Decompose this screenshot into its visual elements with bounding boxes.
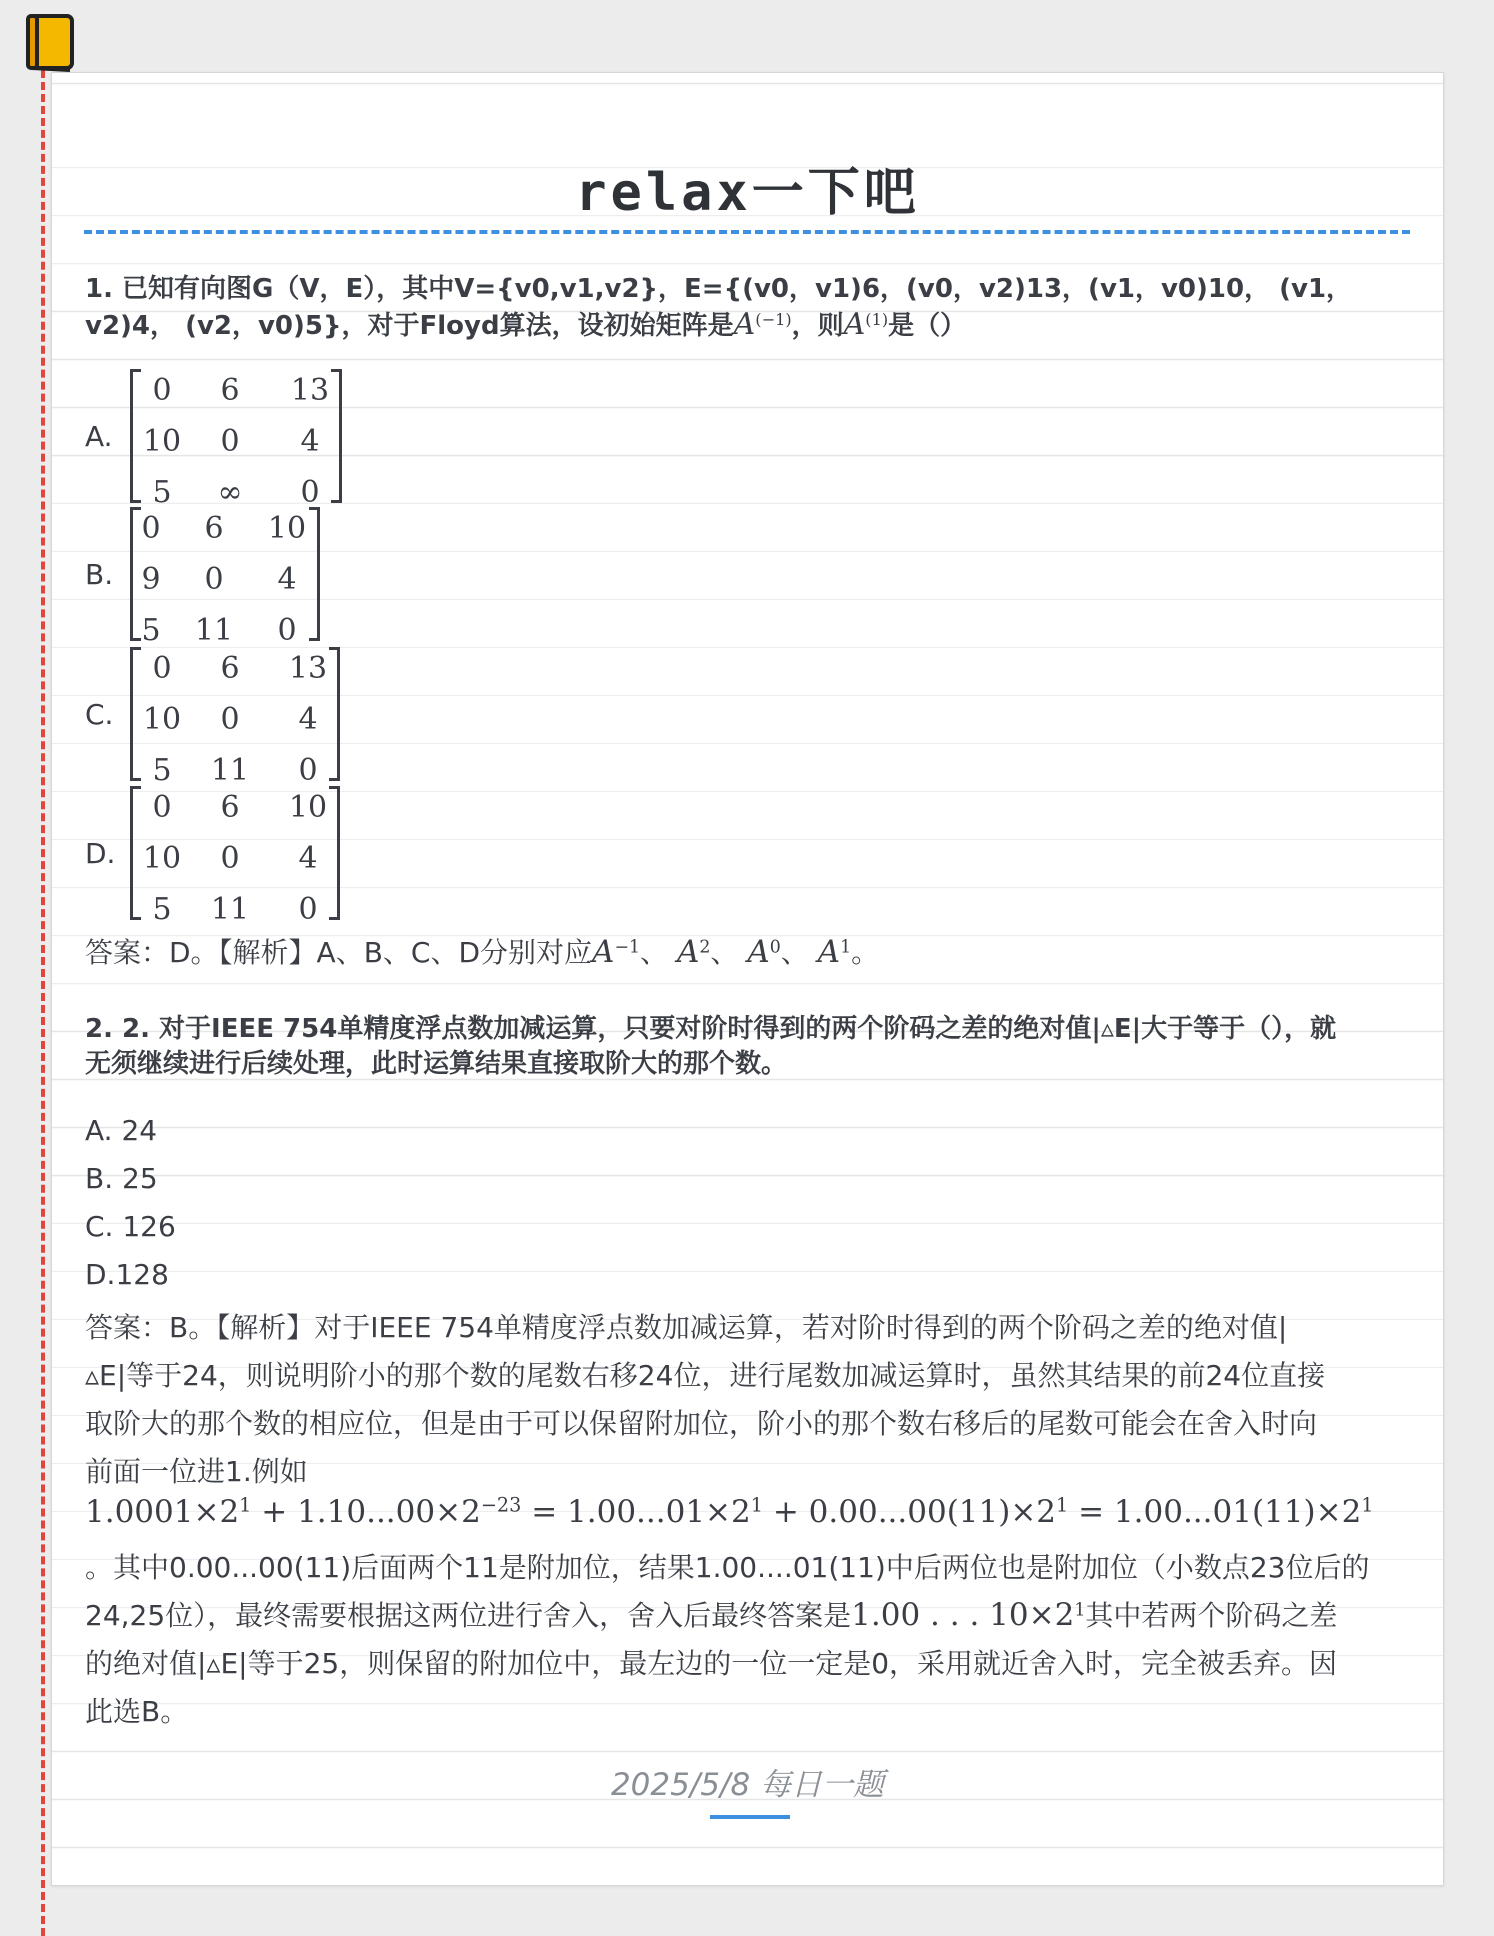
- margin-rail: [41, 70, 45, 1936]
- footer-underline: [710, 1815, 790, 1819]
- q2-option-b: B. 25: [85, 1162, 158, 1195]
- q1-option-label: B.: [85, 558, 114, 591]
- q1-option-label: A.: [85, 420, 113, 453]
- page-title: relax一下吧: [575, 163, 920, 223]
- q1-option-d-matrix: 0 6 10 10 0 4 5 11 0: [130, 786, 340, 920]
- q1-option-label: D.: [85, 837, 116, 870]
- q2-answer-line3: 取阶大的那个数的相应位，但是由于可以保留附加位，阶小的那个数右移后的尾数可能会在舍入时向: [85, 1407, 1318, 1440]
- q2-text-line2: 无须继续进行后续处理，此时运算结果直接取阶大的那个数。: [85, 1049, 788, 1079]
- q1-text-line1: 1. 已知有向图G（V，E），其中V={v0,v1,v2}，E={(v0，v1)6，(v0，v2)13，(v1，v0)10， (v1，: [85, 274, 1353, 304]
- q2-equation: $1.0001\times 2^1 + 1.10...00\times 2^{-23} = 1.00...01\times 2^1 + 0.00...00(11)\times 2^1 = 1.00...01(11)\times 2^1$: [85, 1493, 1374, 1530]
- q2-answer-line1: 答案：B。【解析】对于IEEE 754单精度浮点数加减运算，若对阶时得到的两个阶码之差的绝对值|: [85, 1311, 1288, 1344]
- q1-option-label: C.: [85, 698, 114, 731]
- matrix-var: A: [733, 307, 756, 342]
- q1-option-a-matrix: 0 6 13 10 0 4 5 ∞ 0: [130, 369, 342, 503]
- q2-answer-line4: 前面一位进1.例如: [85, 1455, 308, 1488]
- q1-option-c-matrix: 0 6 13 10 0 4 5 11 0: [130, 647, 340, 781]
- q1-text-line2: v2)4， (v2，v0)5}，对于Floyd算法，设初始矩阵是$A^{(-1)}$，则$A^{(1)}$是（）: [85, 307, 967, 342]
- q2-option-a: A. 24: [85, 1114, 158, 1147]
- note-paper: [51, 72, 1444, 1886]
- q2-answer-line6: 。其中0.00...00(11)后面两个11是附加位，结果1.00....01(11)中后两位也是附加位（小数点23位后的: [85, 1551, 1370, 1584]
- q2-text-line1: 2. 2. 对于IEEE 754单精度浮点数加减运算，只要对阶时得到的两个阶码之差的绝对值|▵E|大于等于（），就: [85, 1014, 1337, 1044]
- q2-answer-line8: 的绝对值|▵E|等于25，则保留的附加位中，最左边的一位一定是0，采用就近舍入时，完全被丢弃。因: [85, 1647, 1338, 1680]
- q2-answer-line7: 24,25位），最终需要根据这两位进行舍入，舍入后最终答案是1.00 . . . $10\times 2^1$其中若两个阶码之差: [85, 1597, 1338, 1633]
- q2-option-c: C. 126: [85, 1210, 176, 1243]
- q2-answer-line9: 此选B。: [85, 1695, 189, 1728]
- q2-answer-line2: ▵E|等于24，则说明阶小的那个数的尾数右移24位，进行尾数加减运算时，虽然其结果的前24位直接: [85, 1359, 1326, 1392]
- q2-option-d: D.128: [85, 1258, 169, 1291]
- q1-answer: 答案：D。【解析】A、B、C、D分别对应$A^{-1}$、 $A^2$、 $A^0$、 $A^1$。: [85, 934, 880, 970]
- notebook-icon: [22, 12, 78, 74]
- q1-option-b-matrix: 0 6 10 9 0 4 5 11 0: [130, 507, 320, 641]
- footer-date: 2025/5/8 每日一题: [610, 1767, 885, 1803]
- title-divider: [84, 230, 1410, 234]
